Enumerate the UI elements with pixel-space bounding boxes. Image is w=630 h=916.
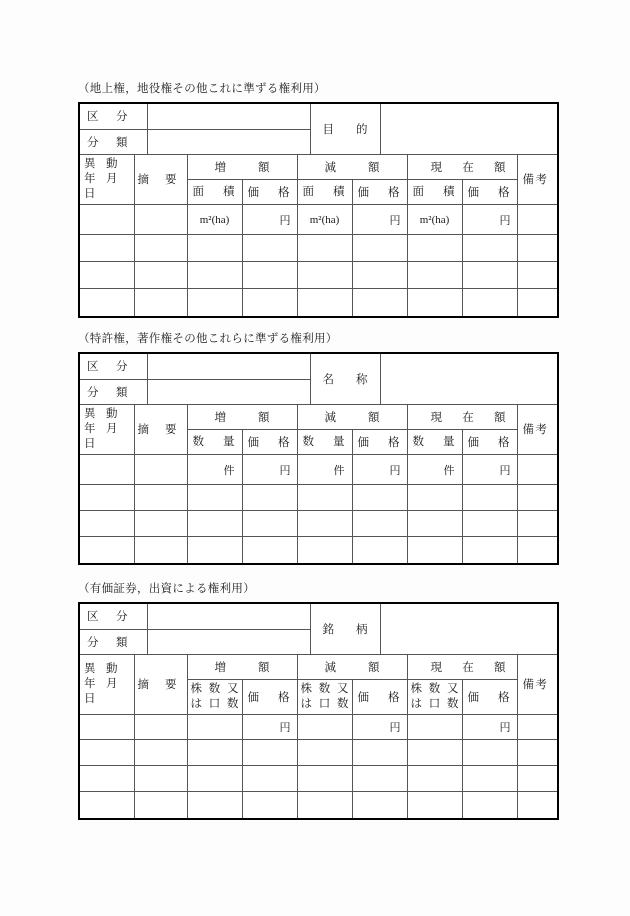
ledger-grid xyxy=(80,405,557,563)
ledger-data-row xyxy=(80,537,557,563)
price-unit-label: 円 xyxy=(352,715,407,740)
data-cell[interactable] xyxy=(462,289,517,316)
data-cell[interactable] xyxy=(187,262,242,289)
price-unit-label: 円 xyxy=(352,205,407,235)
unit-row xyxy=(80,455,557,485)
price-unit-label: 円 xyxy=(462,455,517,485)
quantity-unit-label: 件 xyxy=(297,455,352,485)
decrease-header: 減額 xyxy=(297,655,407,680)
kubun-label: 区分 xyxy=(80,604,147,629)
price-unit-label: 円 xyxy=(242,205,297,235)
current-amount-header: 現在額 xyxy=(407,405,517,430)
data-cell[interactable] xyxy=(134,766,187,792)
data-cell[interactable] xyxy=(352,235,407,262)
current-amount-header: 現在額 xyxy=(407,155,517,180)
change-date-header: 異動 年月日 xyxy=(80,655,134,715)
data-cell[interactable] xyxy=(80,262,134,289)
quantity-header: 面積 xyxy=(407,180,462,205)
price-header: 価格 xyxy=(242,180,297,205)
data-cell[interactable] xyxy=(297,511,352,537)
price-header: 価格 xyxy=(242,430,297,455)
current-amount-header: 現在額 xyxy=(407,655,517,680)
data-cell[interactable] xyxy=(187,537,242,563)
data-cell[interactable] xyxy=(80,485,134,511)
data-cell[interactable] xyxy=(80,289,134,316)
data-cell[interactable] xyxy=(187,511,242,537)
classification-table xyxy=(80,104,557,155)
data-cell[interactable] xyxy=(517,766,557,792)
data-cell[interactable] xyxy=(242,537,297,563)
price-unit-label: 円 xyxy=(352,455,407,485)
change-date-header: 異動 年月日 xyxy=(80,405,134,455)
data-cell[interactable] xyxy=(134,511,187,537)
data-cell[interactable] xyxy=(242,262,297,289)
data-cell[interactable] xyxy=(297,537,352,563)
data-cell[interactable] xyxy=(80,792,134,818)
quantity-unit-label: m²(ha) xyxy=(407,205,462,235)
data-cell[interactable] xyxy=(80,766,134,792)
data-cell[interactable] xyxy=(352,766,407,792)
data-cell[interactable] xyxy=(517,262,557,289)
data-cell[interactable] xyxy=(134,289,187,316)
data-cell[interactable] xyxy=(352,485,407,511)
ledger-grid xyxy=(80,155,557,316)
kubun-label: 区分 xyxy=(80,104,147,129)
ledger-grid xyxy=(80,655,557,818)
data-cell[interactable] xyxy=(407,766,462,792)
quantity-header: 面積 xyxy=(187,180,242,205)
data-cell[interactable] xyxy=(297,740,352,766)
quantity-header: 数量 xyxy=(407,430,462,455)
data-cell[interactable] xyxy=(352,792,407,818)
remarks-header: 備考 xyxy=(517,655,557,715)
data-cell[interactable] xyxy=(297,485,352,511)
price-header: 価格 xyxy=(242,680,297,715)
data-cell[interactable] xyxy=(462,537,517,563)
quantity-unit-label xyxy=(407,715,462,740)
decrease-header: 減額 xyxy=(297,155,407,180)
data-cell[interactable] xyxy=(352,740,407,766)
data-cell[interactable] xyxy=(297,289,352,316)
quantity-unit-label xyxy=(297,715,352,740)
ledger-data-row xyxy=(80,485,557,511)
form-section-title: （有価証券，出資による権利用） xyxy=(78,583,255,595)
data-cell[interactable] xyxy=(352,511,407,537)
data-cell[interactable] xyxy=(187,766,242,792)
unit-cell-empty xyxy=(517,205,557,235)
data-cell[interactable] xyxy=(242,511,297,537)
data-cell[interactable] xyxy=(80,537,134,563)
quantity-unit-label: m²(ha) xyxy=(297,205,352,235)
ledger-data-row xyxy=(80,792,557,818)
unit-row xyxy=(80,715,557,740)
data-cell[interactable] xyxy=(187,289,242,316)
data-cell[interactable] xyxy=(352,262,407,289)
data-cell[interactable] xyxy=(352,537,407,563)
data-cell[interactable] xyxy=(242,766,297,792)
data-cell[interactable] xyxy=(242,792,297,818)
data-cell[interactable] xyxy=(517,537,557,563)
data-cell[interactable] xyxy=(407,235,462,262)
purpose-label: 目的 xyxy=(310,104,380,154)
data-cell[interactable] xyxy=(187,235,242,262)
data-cell[interactable] xyxy=(407,289,462,316)
price-header: 価格 xyxy=(462,430,517,455)
data-cell[interactable] xyxy=(242,485,297,511)
increase-header: 増額 xyxy=(187,155,297,180)
name-label: 名称 xyxy=(310,354,380,404)
kubun-field[interactable] xyxy=(147,104,310,129)
ledger-data-row xyxy=(80,740,557,766)
data-cell[interactable] xyxy=(517,485,557,511)
quantity-unit-label: m²(ha) xyxy=(187,205,242,235)
price-header: 価格 xyxy=(352,180,407,205)
ledger-data-row xyxy=(80,511,557,537)
data-cell[interactable] xyxy=(134,235,187,262)
ledger-table xyxy=(78,102,559,318)
data-cell[interactable] xyxy=(462,792,517,818)
data-cell[interactable] xyxy=(462,262,517,289)
data-cell[interactable] xyxy=(242,289,297,316)
form-section-title: （地上権，地役権その他これに準ずる権利用） xyxy=(78,83,326,95)
data-cell[interactable] xyxy=(134,792,187,818)
change-date-header: 異動 年月日 xyxy=(80,155,134,205)
price-header: 価格 xyxy=(462,180,517,205)
ledger-table xyxy=(78,352,559,565)
kubun-field[interactable] xyxy=(147,354,310,379)
ledger-data-row xyxy=(80,766,557,792)
data-cell[interactable] xyxy=(297,235,352,262)
data-cell[interactable] xyxy=(517,792,557,818)
remarks-header: 備考 xyxy=(517,155,557,205)
summary-header: 摘要 xyxy=(134,405,187,455)
increase-header: 増額 xyxy=(187,405,297,430)
form-section-title: （特許権，著作権その他これらに準ずる権利用） xyxy=(78,333,338,345)
data-cell[interactable] xyxy=(462,511,517,537)
classification-table xyxy=(80,604,557,655)
data-cell[interactable] xyxy=(407,740,462,766)
price-unit-label: 円 xyxy=(462,205,517,235)
quantity-header: 数量 xyxy=(297,430,352,455)
data-cell[interactable] xyxy=(462,740,517,766)
data-cell[interactable] xyxy=(517,511,557,537)
brand-field[interactable] xyxy=(380,604,557,654)
data-cell[interactable] xyxy=(352,289,407,316)
data-cell[interactable] xyxy=(134,485,187,511)
data-cell[interactable] xyxy=(407,262,462,289)
ledger-data-row xyxy=(80,262,557,289)
share-count-header: 株数又 は口数 xyxy=(297,680,352,715)
price-header: 価格 xyxy=(352,680,407,715)
unit-cell-empty xyxy=(80,455,134,485)
remarks-header: 備考 xyxy=(517,405,557,455)
kubun-field[interactable] xyxy=(147,604,310,629)
data-cell[interactable] xyxy=(407,485,462,511)
data-cell[interactable] xyxy=(187,740,242,766)
data-cell[interactable] xyxy=(462,485,517,511)
bunrui-label: 分類 xyxy=(80,629,147,654)
data-cell[interactable] xyxy=(407,511,462,537)
section-securities-investment-rights xyxy=(78,582,559,820)
quantity-unit-label: 件 xyxy=(187,455,242,485)
data-cell[interactable] xyxy=(134,740,187,766)
kubun-label: 区分 xyxy=(80,354,147,379)
unit-cell-empty xyxy=(80,715,134,740)
name-field[interactable] xyxy=(380,354,557,404)
data-cell[interactable] xyxy=(80,511,134,537)
data-cell[interactable] xyxy=(517,740,557,766)
unit-cell-empty xyxy=(134,715,187,740)
data-cell[interactable] xyxy=(462,235,517,262)
section-patent-copyright-rights xyxy=(78,332,559,565)
data-cell[interactable] xyxy=(187,485,242,511)
summary-header: 摘要 xyxy=(134,655,187,715)
unit-cell-empty xyxy=(517,455,557,485)
data-cell[interactable] xyxy=(297,766,352,792)
ledger-table xyxy=(78,602,559,820)
price-unit-label: 円 xyxy=(462,715,517,740)
data-cell[interactable] xyxy=(187,792,242,818)
data-cell[interactable] xyxy=(297,792,352,818)
data-cell[interactable] xyxy=(407,537,462,563)
quantity-header: 面積 xyxy=(297,180,352,205)
quantity-header: 数量 xyxy=(187,430,242,455)
price-header: 価格 xyxy=(352,430,407,455)
bunrui-label: 分類 xyxy=(80,129,147,154)
brand-label: 銘柄 xyxy=(310,604,380,654)
unit-row xyxy=(80,205,557,235)
quantity-unit-label: 件 xyxy=(407,455,462,485)
price-unit-label: 円 xyxy=(242,715,297,740)
data-cell[interactable] xyxy=(242,235,297,262)
data-cell[interactable] xyxy=(134,537,187,563)
unit-cell-empty xyxy=(80,205,134,235)
ledger-data-row xyxy=(80,235,557,262)
price-header: 価格 xyxy=(462,680,517,715)
decrease-header: 減額 xyxy=(297,405,407,430)
unit-cell-empty xyxy=(134,455,187,485)
share-count-header: 株数又 は口数 xyxy=(407,680,462,715)
data-cell[interactable] xyxy=(80,235,134,262)
data-cell[interactable] xyxy=(462,766,517,792)
ledger-data-row xyxy=(80,289,557,316)
bunrui-field[interactable] xyxy=(147,629,310,654)
increase-header: 増額 xyxy=(187,655,297,680)
unit-cell-empty xyxy=(517,715,557,740)
bunrui-field[interactable] xyxy=(147,379,310,404)
bunrui-field[interactable] xyxy=(147,129,310,154)
data-cell[interactable] xyxy=(297,262,352,289)
unit-cell-empty xyxy=(134,205,187,235)
data-cell[interactable] xyxy=(80,740,134,766)
data-cell[interactable] xyxy=(242,740,297,766)
classification-table xyxy=(80,354,557,405)
quantity-unit-label xyxy=(187,715,242,740)
data-cell[interactable] xyxy=(134,262,187,289)
data-cell[interactable] xyxy=(517,235,557,262)
section-surface-easement-rights xyxy=(78,82,559,318)
data-cell[interactable] xyxy=(517,289,557,316)
share-count-header: 株数又 は口数 xyxy=(187,680,242,715)
purpose-field[interactable] xyxy=(380,104,557,154)
data-cell[interactable] xyxy=(407,792,462,818)
bunrui-label: 分類 xyxy=(80,379,147,404)
price-unit-label: 円 xyxy=(242,455,297,485)
summary-header: 摘要 xyxy=(134,155,187,205)
